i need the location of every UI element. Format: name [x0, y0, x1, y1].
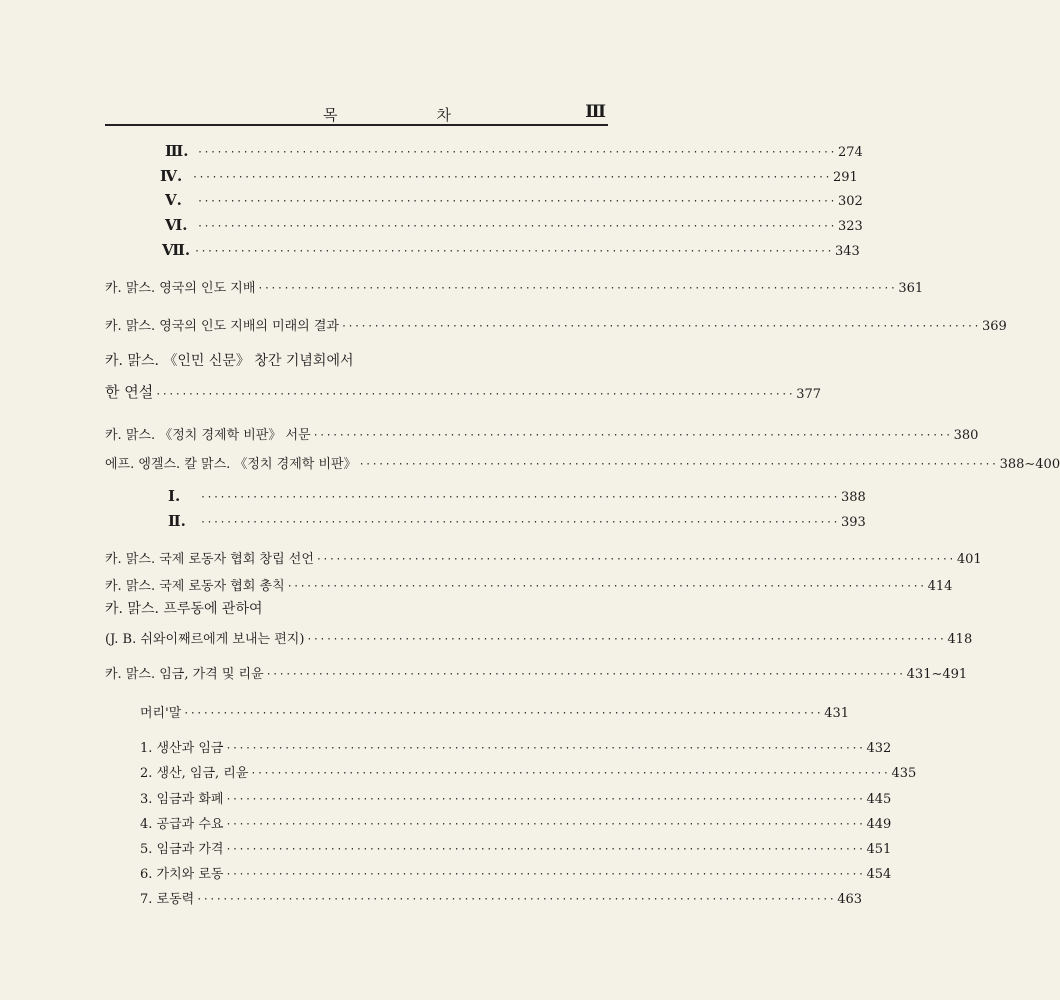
page-header [105, 104, 608, 124]
toc-entry-line: 카. 맑스. 프루동에 관하여 [105, 601, 263, 617]
toc-entry [165, 212, 863, 234]
toc-entry [140, 860, 892, 882]
toc-entry-page: 451 [866, 842, 892, 857]
leader-dots: ·································································································· [286, 581, 926, 592]
leader-dots: ·································································································· [192, 172, 832, 183]
toc-entry [105, 625, 973, 647]
toc-entry-page: 432 [866, 741, 892, 756]
toc-entry-label: 7. 로동력 [140, 892, 195, 907]
leader-dots: ·································································································· [315, 554, 955, 565]
toc-entry [140, 734, 892, 756]
leader-dots: ·································································································· [250, 768, 890, 779]
leader-dots: ·································································································· [200, 517, 840, 528]
toc-entry-page: 445 [866, 792, 892, 807]
toc-entry-label: Ⅲ. [165, 142, 189, 160]
toc-entry [105, 572, 953, 594]
toc-entry [105, 660, 968, 682]
toc-entry-label: 5. 임금과 가격 [140, 842, 224, 857]
toc-entry-label: Ⅴ. [165, 191, 182, 209]
toc-entry-label: 3. 임금과 화폐 [140, 792, 224, 807]
toc-entry-label: Ⅳ. [160, 167, 183, 185]
toc-entry-label: 1. 생산과 임금 [140, 741, 224, 756]
toc-entry [105, 450, 1060, 472]
leader-dots: ·································································································· [155, 389, 795, 400]
toc-entry [168, 508, 866, 530]
leader-dots: ·································································································· [197, 147, 837, 158]
toc-entry-label: 한 연설 [105, 383, 154, 401]
toc-entry [140, 835, 892, 857]
toc-entry-label: Ⅶ. [162, 241, 191, 259]
toc-entry-label: 카. 맑스. 《정치 경제학 비판》 서문 [105, 428, 311, 443]
leader-dots: ·································································································· [196, 894, 836, 905]
toc-entry [105, 421, 979, 443]
leader-dots: ·································································································· [225, 819, 865, 830]
toc-entry-label: 2. 생산, 임금, 리윤 [140, 766, 249, 781]
toc-entry-page: 343 [835, 244, 860, 259]
toc-entry [140, 759, 917, 781]
header-title-left: 목 [323, 106, 340, 124]
toc-entry-page: 414 [927, 579, 953, 594]
toc-entry [105, 380, 822, 402]
toc-entry [105, 312, 1007, 334]
toc-entry-page: 323 [838, 219, 863, 234]
toc-entry-label: 카. 맑스. 국제 로동자 협회 총칙 [105, 579, 285, 594]
toc-entry-label: 머리'말 [140, 706, 182, 721]
toc-entry-page: 401 [956, 552, 982, 567]
leader-dots: ·································································································· [200, 492, 840, 503]
toc-entry-page: 377 [796, 387, 822, 402]
leader-dots: ·································································································· [265, 669, 905, 680]
toc-entry [140, 885, 863, 907]
leader-dots: ·································································································· [197, 196, 837, 207]
toc-entry-label: 카. 맑스. 영국의 인도 지배 [105, 281, 256, 296]
toc-entry [140, 699, 850, 721]
toc-entry-line: 카. 맑스. 《인민 신문》 창간 기념회에서 [105, 353, 354, 369]
toc-entry [160, 163, 858, 185]
toc-entry [162, 237, 860, 259]
toc-entry-page: 274 [838, 145, 863, 160]
leader-dots: ·································································································· [225, 844, 865, 855]
toc-entry-page: 449 [866, 817, 892, 832]
toc-entry-page: 291 [833, 170, 858, 185]
toc-entry-label: 에프. 엥겔스. 칼 맑스. 《정치 경제학 비판》 [105, 457, 357, 472]
toc-entry-page: 463 [837, 892, 863, 907]
leader-dots: ·································································································· [194, 246, 834, 257]
leader-dots: ·································································································· [183, 708, 823, 719]
toc-entry-page: 302 [838, 194, 863, 209]
toc-entry-page: 435 [891, 766, 917, 781]
header-title-right: 차 [436, 106, 453, 124]
leader-dots: ·································································································· [358, 459, 998, 470]
toc-entry-page: 431 [824, 706, 850, 721]
toc-entry-label: 카. 맑스. 임금, 가격 및 리윤 [105, 667, 264, 682]
toc-entry-label: Ⅰ. [168, 487, 181, 505]
toc-entry-page: 361 [898, 281, 924, 296]
toc-entry [105, 274, 924, 296]
toc-entry-label: 카. 맑스. 국제 로동자 협회 창립 선언 [105, 552, 314, 567]
leader-dots: ·································································································· [341, 321, 981, 332]
toc-entry-page: 388 [841, 490, 866, 505]
toc-entry-page: 431∼491 [906, 667, 968, 682]
toc-entry [165, 138, 863, 160]
toc-entry [105, 545, 982, 567]
toc-entry [168, 483, 866, 505]
header-title [323, 104, 453, 125]
toc-entry-label: 6. 가치와 로동 [140, 867, 224, 882]
leader-dots: ·································································································· [312, 430, 952, 441]
toc-entry-page: 380 [953, 428, 979, 443]
header-rule [105, 124, 608, 126]
toc-entry-page: 369 [982, 319, 1007, 334]
toc-entry [140, 785, 892, 807]
toc-entry-page: 393 [841, 515, 866, 530]
toc-entry-page: 454 [866, 867, 892, 882]
leader-dots: ·································································································· [225, 794, 865, 805]
toc-entry-label: (J. B. 쉬와이째르에게 보내는 편지) [105, 632, 305, 647]
toc-entry-label: 4. 공급과 수요 [140, 817, 224, 832]
toc-entry-label: Ⅱ. [168, 512, 186, 530]
header-page-number: Ⅲ [585, 102, 606, 122]
toc-entry-label: 카. 맑스. 영국의 인도 지배의 미래의 결과 [105, 319, 339, 334]
leader-dots: ·································································································· [197, 221, 837, 232]
toc-entry [140, 810, 892, 832]
toc-entry-label: Ⅵ. [165, 216, 188, 234]
leader-dots: ·································································································· [257, 283, 897, 294]
leader-dots: ·································································································· [306, 634, 946, 645]
leader-dots: ·································································································· [225, 743, 865, 754]
toc-entry-page: 388∼400 [999, 457, 1060, 472]
toc-entry-page: 418 [947, 632, 973, 647]
toc-entry [165, 187, 863, 209]
leader-dots: ·································································································· [225, 869, 865, 880]
